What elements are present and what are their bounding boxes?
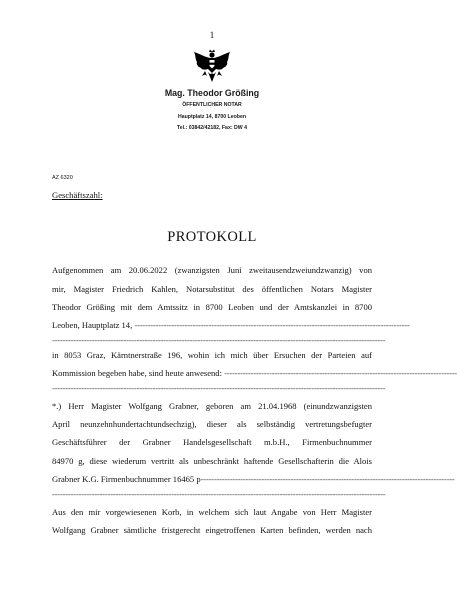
filler-line — [52, 488, 386, 500]
body-line: Theodor Größing mit dem Amtssitz in 8700 Leoben und der Amtskanzlei in 8700 — [52, 302, 372, 312]
body-line: *.) Herr Magister Wolfgang Grabner, geboren am 21.04.1968 (einundzwanzigsten — [52, 401, 372, 411]
notary-contact: Tel.: 03842/42182, Fax: DW 4 — [177, 125, 247, 131]
body-line — [52, 319, 410, 331]
body-line-text: Kommission begeben habe, sind heute anwesend: — [52, 368, 225, 378]
reference-number: AZ 6320 — [52, 175, 73, 181]
austrian-eagle-icon — [193, 49, 231, 83]
notary-name: Mag. Theodor Größing — [164, 88, 260, 98]
body-line: Geschäftsführer der Grabner Handelsgesellschaft m.b.H., Firmenbuchnummer — [52, 437, 372, 447]
body-line: April neunzehnhundertachtundsechzig), dieser als selbständig vertretungsbefugter — [52, 419, 372, 429]
notary-address: Hauptplatz 14, 8700 Leoben — [177, 114, 247, 120]
document-title: PROTOKOLL — [167, 229, 257, 245]
page-number: 1 — [209, 30, 215, 40]
body-line: Aus den mir vorgewiesenen Korb, in welchem sich laut Angabe von Herr Magister — [52, 507, 372, 517]
business-number-label: Geschäftszahl: — [52, 190, 103, 200]
body-line — [52, 473, 455, 485]
body-line — [52, 367, 457, 379]
body-line: 84970 g, diese wiederum vertritt als unbeschränkt haftende Gesellschafterin die Alois — [52, 456, 372, 466]
fill-dashes: ------------------------------------------------------------------------------------------------------------------------------ — [52, 335, 386, 345]
fill-dashes: ------------------------------------------------------------------------------------------------ — [200, 474, 455, 484]
body-line: Wolfgang Grabner sämtliche fristgerecht eingetroffenen Karten befinden, werden nach — [52, 525, 372, 535]
fill-dashes: -------------------------------------------------------------------------------------------------------- — [134, 320, 410, 330]
fill-dashes: ------------------------------------------------------------------------------------------------------------------------------ — [52, 489, 386, 499]
notary-title: ÖFFENTLICHER NOTAR — [182, 102, 242, 108]
body-line-text: Leoben, Hauptplatz 14, — [52, 320, 135, 330]
body-line: Aufgenommen am 20.06.2022 (zwanzigsten Juni zweitausendzweiundzwanzig) von — [52, 265, 372, 275]
fill-dashes: ------------------------------------------------------------------------------------------------------------------------------ — [52, 383, 386, 393]
body-line-text: Grabner K.G. Firmenbuchnummer 16465 p — [52, 474, 201, 484]
body-line: mir, Magister Friedrich Kahlen, Notarsubstitut des öffentlichen Notars Magister — [52, 284, 372, 294]
fill-dashes: ---------------------------------------------------------------------------------------- — [224, 368, 457, 378]
business-number — [52, 190, 103, 200]
filler-line — [52, 382, 386, 394]
body-line: in 8053 Graz, Kärntnerstraße 196, wohin ich mich über Ersuchen der Parteien auf — [52, 350, 372, 360]
filler-line — [52, 334, 386, 346]
